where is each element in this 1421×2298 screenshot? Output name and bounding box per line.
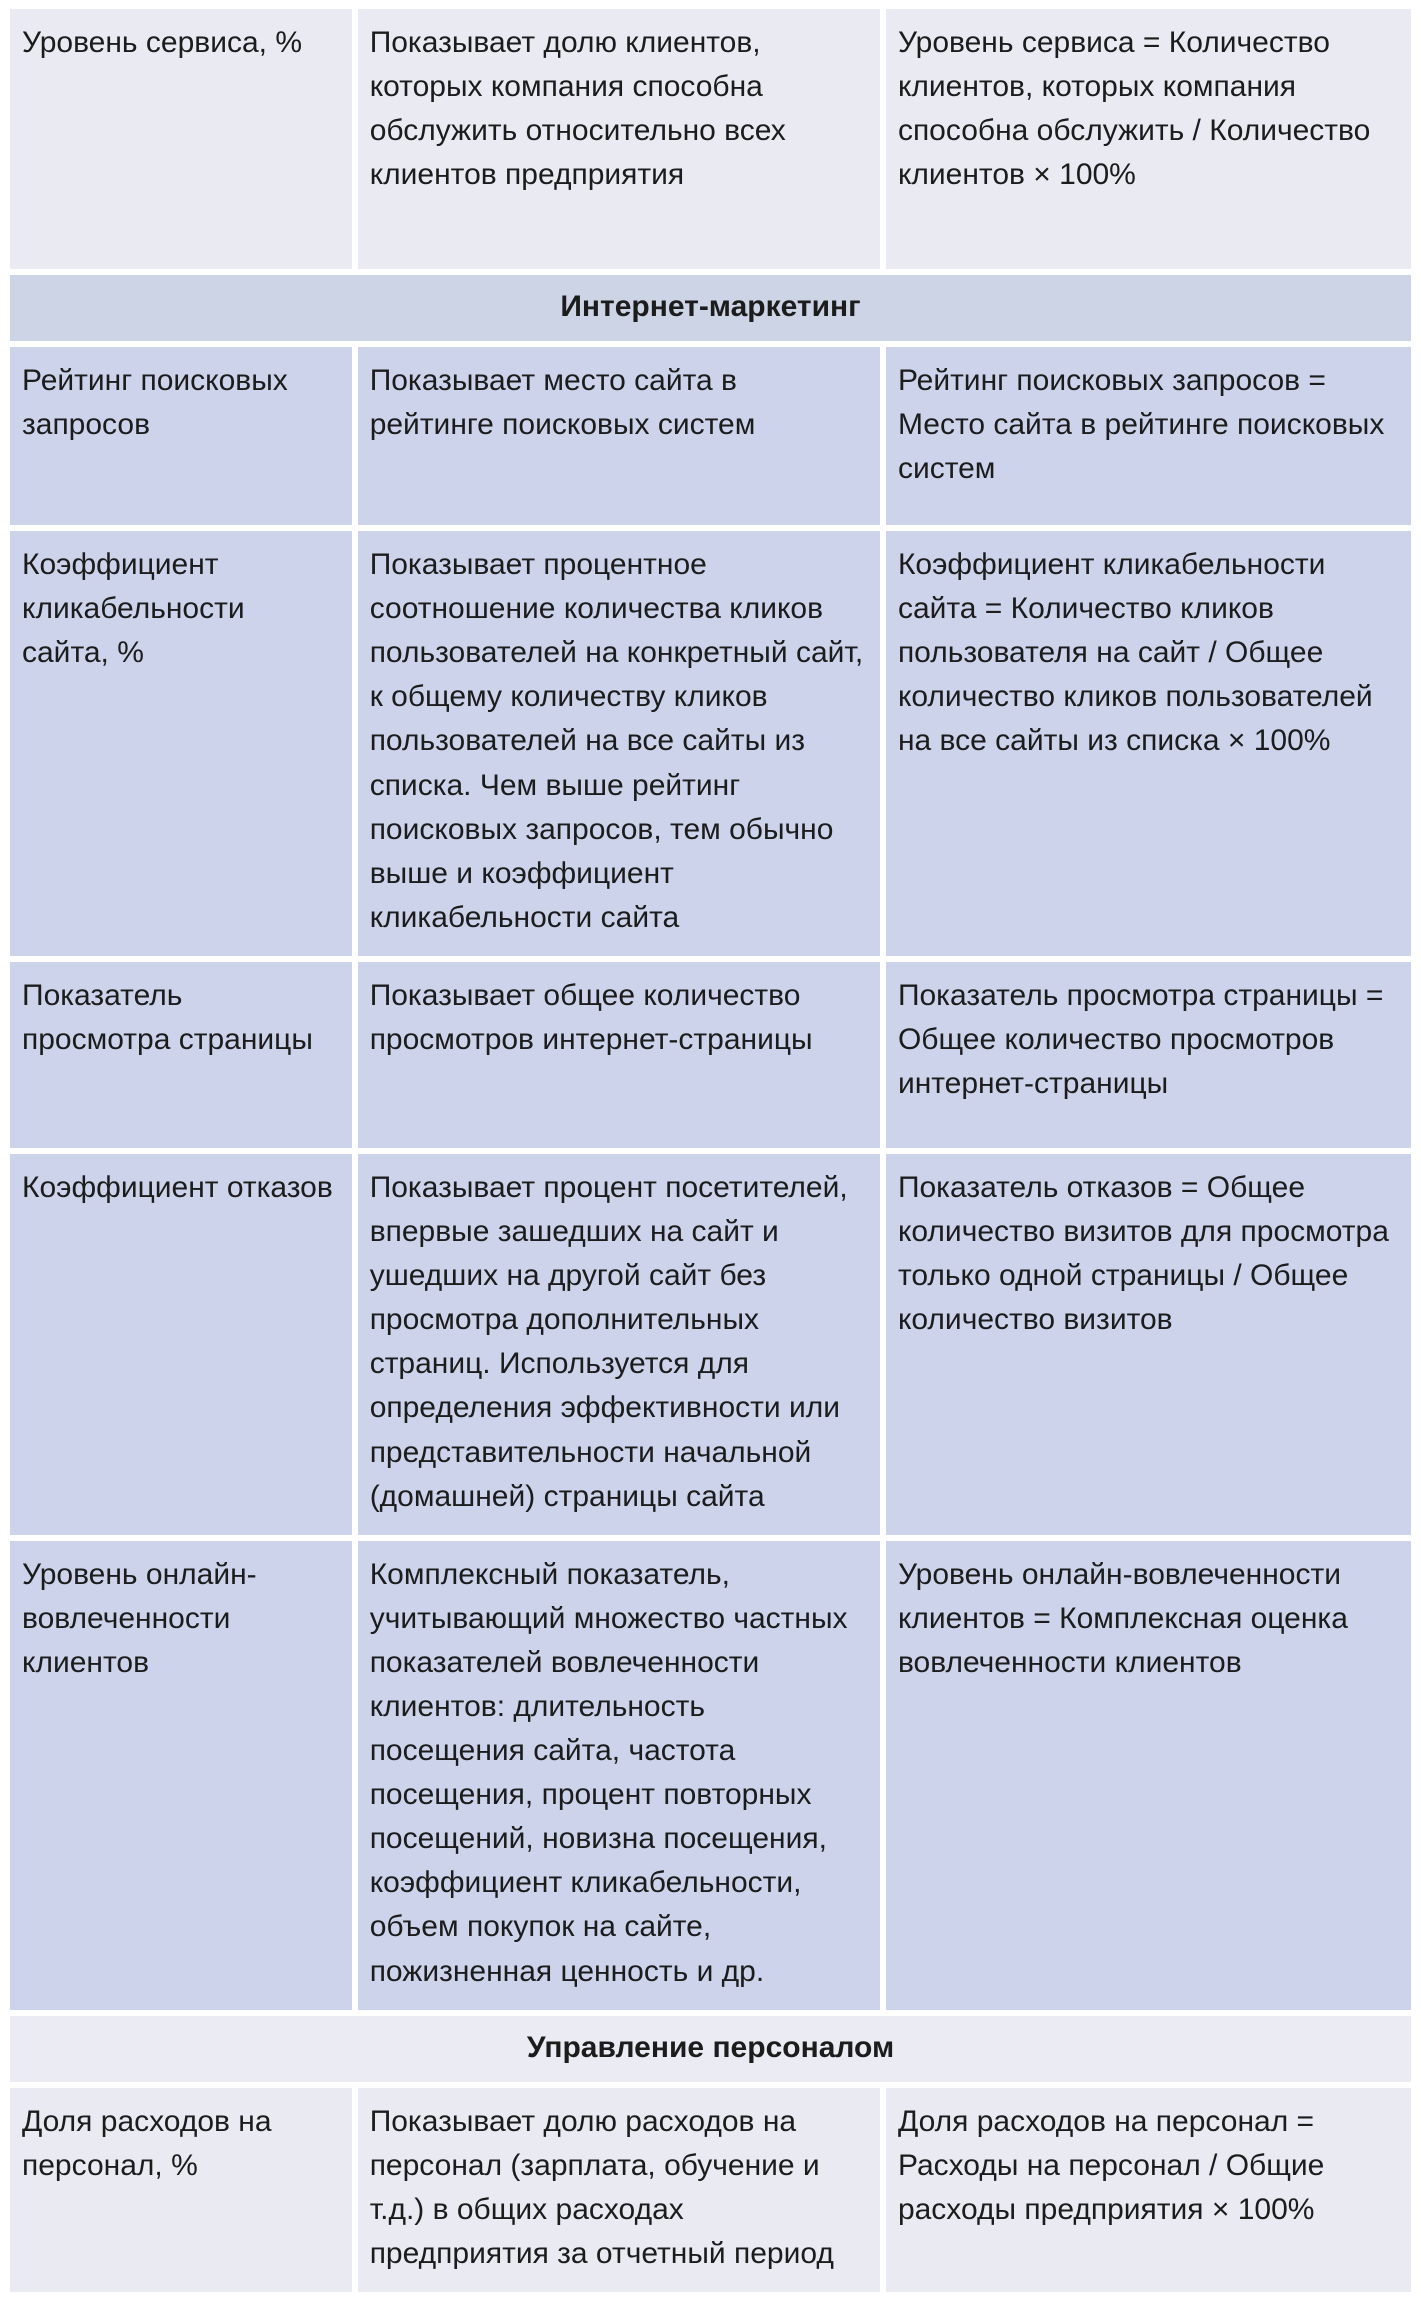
- description-cell: Показывает процентное соотношение количества кликов пользователей на конкретный сайт, к общему количеству кликов пользователей на все сайты из списка. Чем выше рейтинг поисковых запросов, тем обычно выше и коэффициент кликабельности сайта: [358, 531, 880, 956]
- section-header-row: [10, 275, 1411, 341]
- description-cell: Показывает долю расходов на персонал (зарплата, обучение и т.д.) в общих расходах предприятия за отчетный период: [358, 2088, 880, 2292]
- metric-cell: Коэффициент кликабельности сайта, %: [10, 531, 352, 956]
- table-row: [10, 531, 1411, 956]
- formula-cell: Уровень онлайн-вовлеченности клиентов = Комплексная оценка вовлеченности клиентов: [886, 1541, 1411, 2010]
- description-cell: Комплексный показатель, учитывающий множество частных показателей вовлеченности клиентов: длительность посещения сайта, частота посещения, процент повторных посещений, новизна посещения, коэффициент кликабельности, объем покупок на сайте, пожизненная ценность и др.: [358, 1541, 880, 2010]
- kpi-table: [4, 3, 1417, 2298]
- description-cell: Показывает долю клиентов, которых компания способна обслужить относительно всех клиентов предприятия: [358, 9, 880, 269]
- formula-cell: Доля расходов на персонал = Расходы на персонал / Общие расходы предприятия × 100%: [886, 2088, 1411, 2292]
- table-row: [10, 2088, 1411, 2292]
- description-cell: Показывает место сайта в рейтинге поисковых систем: [358, 347, 880, 525]
- metric-cell: Уровень сервиса, %: [10, 9, 352, 269]
- table-row: [10, 9, 1411, 269]
- section-title-hr-management: Управление персоналом: [10, 2016, 1411, 2082]
- metric-cell: Рейтинг поисковых запросов: [10, 347, 352, 525]
- description-cell: Показывает процент посетителей, впервые зашедших на сайт и ушедших на другой сайт без просмотра дополнительных страниц. Используется для определения эффективности или представительности начальной (домашней) страницы сайта: [358, 1154, 880, 1535]
- formula-cell: Уровень сервиса = Количество клиентов, которых компания способна обслужить / Количество клиентов × 100%: [886, 9, 1411, 269]
- table-row: [10, 1154, 1411, 1535]
- description-cell: Показывает общее количество просмотров интернет-страницы: [358, 962, 880, 1148]
- formula-cell: Показатель отказов = Общее количество визитов для просмотра только одной страницы / Общее количество визитов: [886, 1154, 1411, 1535]
- metric-cell: Коэффициент отказов: [10, 1154, 352, 1535]
- metric-cell: Уровень онлайн-вовлеченности клиентов: [10, 1541, 352, 2010]
- metric-cell: Показатель просмотра страницы: [10, 962, 352, 1148]
- table-row: [10, 347, 1411, 525]
- formula-cell: Показатель просмотра страницы = Общее количество просмотров интернет-страницы: [886, 962, 1411, 1148]
- section-title-internet-marketing: Интернет-маркетинг: [10, 275, 1411, 341]
- metric-cell: Доля расходов на персонал, %: [10, 2088, 352, 2292]
- table-row: [10, 962, 1411, 1148]
- formula-cell: Рейтинг поисковых запросов = Место сайта в рейтинге поисковых систем: [886, 347, 1411, 525]
- table-row: [10, 1541, 1411, 2010]
- formula-cell: Коэффициент кликабельности сайта = Количество кликов пользователя на сайт / Общее количество кликов пользователей на все сайты из списка × 100%: [886, 531, 1411, 956]
- section-header-row: [10, 2016, 1411, 2082]
